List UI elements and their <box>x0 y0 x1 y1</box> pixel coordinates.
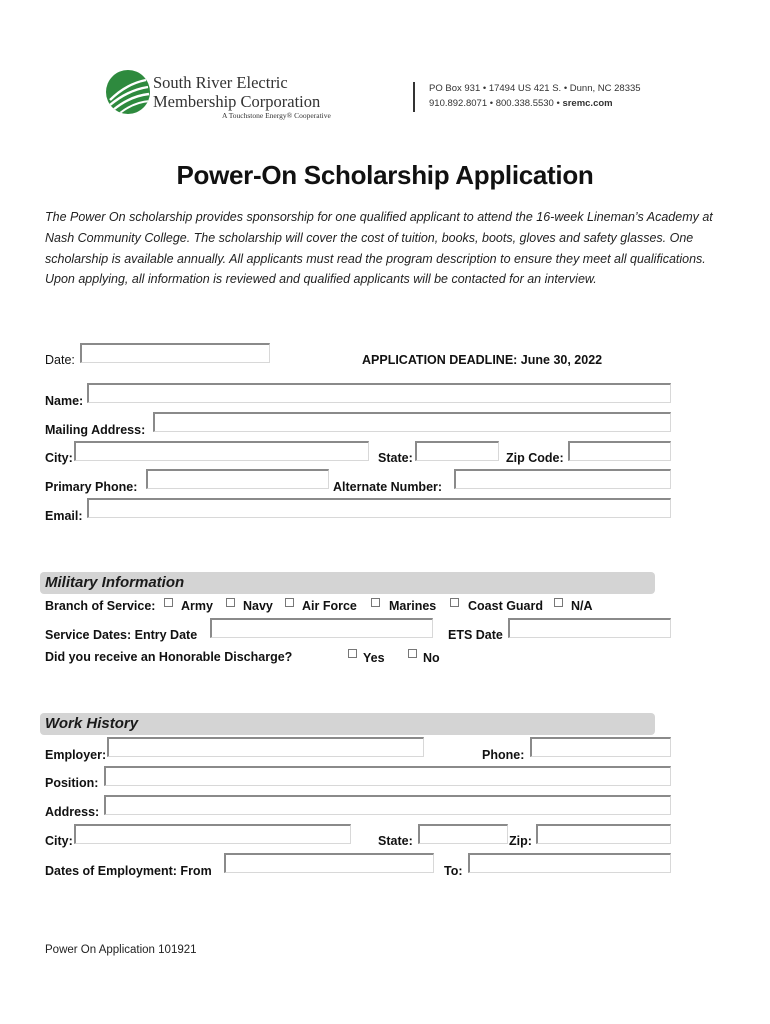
city-label: City: <box>45 451 73 465</box>
work-phone-field[interactable] <box>530 737 671 757</box>
work-phone-input[interactable] <box>532 740 670 757</box>
alternate-number-field[interactable] <box>454 469 671 489</box>
contact-phones <box>429 98 613 109</box>
work-city-field[interactable] <box>74 824 351 844</box>
marines-label: Marines <box>389 599 437 613</box>
honorable-discharge-label: Did you receive an Honorable Discharge? <box>45 650 293 664</box>
email-field[interactable] <box>87 498 671 518</box>
contact-address: PO Box 931 • 17494 US 421 S. • Dunn, NC 28335 <box>429 83 641 94</box>
employment-to-label: To: <box>444 864 463 878</box>
employer-label: Employer: <box>45 748 107 762</box>
website-link[interactable]: sremc.com <box>562 98 613 109</box>
ets-date-input[interactable] <box>510 621 670 638</box>
alternate-number-label: Alternate Number: <box>333 480 443 494</box>
logo-stripes-icon <box>106 70 150 114</box>
work-history-section-title: Work History <box>45 715 139 732</box>
branch-of-service-label: Branch of Service: <box>45 599 156 613</box>
work-state-input[interactable] <box>420 827 507 844</box>
work-state-label: State: <box>378 834 413 848</box>
navy-label: Navy <box>243 599 273 613</box>
zip-code-input[interactable] <box>570 444 670 461</box>
date-label: Date: <box>45 353 75 367</box>
org-name-line1: South River Electric <box>153 73 288 92</box>
mailing-address-field[interactable] <box>153 412 671 432</box>
position-label: Position: <box>45 776 99 790</box>
employer-field[interactable] <box>107 737 424 757</box>
ets-date-label: ETS Date <box>448 628 503 642</box>
discharge-no-label: No <box>423 651 440 665</box>
contact-phone-numbers: 910.892.8071 • 800.338.5530 • <box>429 98 560 109</box>
discharge-no-checkbox[interactable] <box>408 649 417 658</box>
coast-guard-checkbox[interactable] <box>450 598 459 607</box>
na-checkbox[interactable] <box>554 598 563 607</box>
military-section-header <box>40 572 655 594</box>
header-divider <box>413 82 415 112</box>
work-address-label: Address: <box>45 805 100 819</box>
work-zip-label: Zip: <box>509 834 532 848</box>
work-zip-input[interactable] <box>538 827 670 844</box>
sremc-logo <box>106 70 150 114</box>
state-field[interactable] <box>415 441 499 461</box>
employment-to-input[interactable] <box>470 856 670 873</box>
position-field[interactable] <box>104 766 671 786</box>
entry-date-field[interactable] <box>210 618 433 638</box>
employment-from-label: Dates of Employment: From <box>45 864 212 878</box>
discharge-yes-label: Yes <box>363 651 385 665</box>
na-label: N/A <box>571 599 593 613</box>
coast-guard-label: Coast Guard <box>468 599 544 613</box>
mailing-address-input[interactable] <box>155 415 670 432</box>
air-force-label: Air Force <box>302 599 357 613</box>
city-field[interactable] <box>74 441 369 461</box>
entry-date-input[interactable] <box>212 621 432 638</box>
employer-input[interactable] <box>109 740 423 757</box>
work-city-input[interactable] <box>76 827 350 844</box>
org-tagline: A Touchstone Energy® Cooperative <box>222 111 331 120</box>
page-title: Power-On Scholarship Application <box>176 160 594 190</box>
deadline-text: APPLICATION DEADLINE: June 30, 2022 <box>362 353 603 367</box>
ets-date-field[interactable] <box>508 618 671 638</box>
email-input[interactable] <box>89 501 670 518</box>
work-zip-field[interactable] <box>536 824 671 844</box>
zip-code-label: Zip Code: <box>506 451 564 465</box>
intro-paragraph: The Power On scholarship provides sponsorship for one qualified applicant to attend the 16-week Lineman’s Academy at Nash Community College. The scholarship will cover the cost of tuition, books, boots, gloves and safety glasses. One scholarship is available annually. All applicants must read the program description to ensure they meet all qualifications. Upon applying, all information is reviewed and qualified applicants will be contacted for an interview. <box>45 210 713 287</box>
name-input[interactable] <box>89 386 670 403</box>
email-label: Email: <box>45 509 83 523</box>
state-label: State: <box>378 451 413 465</box>
employment-to-field[interactable] <box>468 853 671 873</box>
position-input[interactable] <box>106 769 670 786</box>
work-city-label: City: <box>45 834 73 848</box>
work-state-field[interactable] <box>418 824 508 844</box>
state-input[interactable] <box>417 444 498 461</box>
work-address-field[interactable] <box>104 795 671 815</box>
employment-from-field[interactable] <box>224 853 434 873</box>
work-phone-label: Phone: <box>482 748 525 762</box>
org-name-line2: Membership Corporation <box>153 92 321 111</box>
primary-phone-input[interactable] <box>148 472 328 489</box>
date-field[interactable] <box>80 343 270 363</box>
work-history-section-header <box>40 713 655 735</box>
entry-date-label: Service Dates: Entry Date <box>45 628 198 642</box>
navy-checkbox[interactable] <box>226 598 235 607</box>
city-input[interactable] <box>76 444 368 461</box>
primary-phone-field[interactable] <box>146 469 329 489</box>
zip-code-field[interactable] <box>568 441 671 461</box>
alternate-number-input[interactable] <box>456 472 670 489</box>
marines-checkbox[interactable] <box>371 598 380 607</box>
footer-form-id: Power On Application 101921 <box>45 944 197 956</box>
employment-from-input[interactable] <box>226 856 433 873</box>
mailing-address-label: Mailing Address: <box>45 423 146 437</box>
name-label: Name: <box>45 394 84 408</box>
work-address-input[interactable] <box>106 798 670 815</box>
air-force-checkbox[interactable] <box>285 598 294 607</box>
army-checkbox[interactable] <box>164 598 173 607</box>
date-input[interactable] <box>82 346 269 363</box>
primary-phone-label: Primary Phone: <box>45 480 138 494</box>
army-label: Army <box>181 599 213 613</box>
name-field[interactable] <box>87 383 671 403</box>
discharge-yes-checkbox[interactable] <box>348 649 357 658</box>
military-section-title: Military Information <box>45 574 185 591</box>
